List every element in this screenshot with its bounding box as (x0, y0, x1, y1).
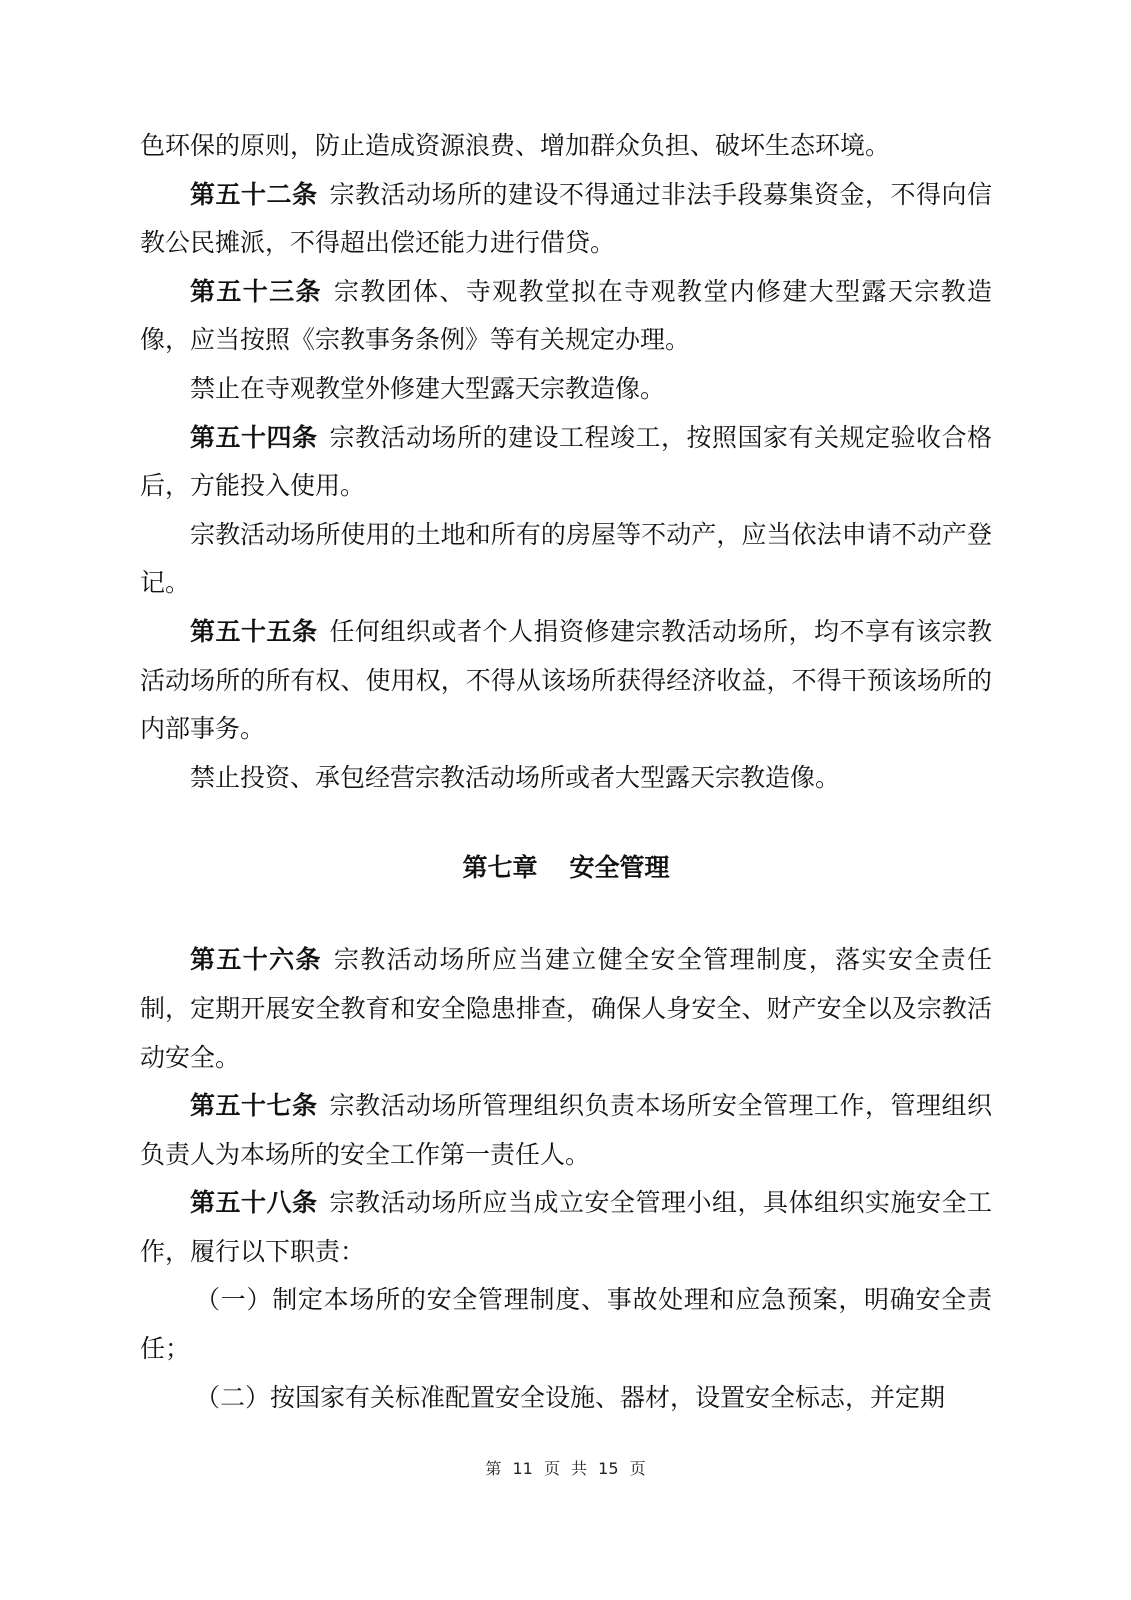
total-pages: 15 (598, 1459, 619, 1478)
article-number: 第五十三条 (190, 276, 322, 306)
paragraph (140, 511, 992, 608)
paragraph-text: 禁止在寺观教堂外修建大型露天宗教造像。 (190, 373, 666, 403)
paragraph-text: 宗教活动场所使用的土地和所有的房屋等不动产，应当依法申请不动产登记。 (140, 519, 992, 598)
article-58 (140, 1179, 992, 1276)
paragraph-text: 宗教活动场所应当成立安全管理小组，具体组织实施安全工作，履行以下职责： (140, 1188, 992, 1266)
list-item (140, 1276, 992, 1373)
paragraph-text: 禁止投资、承包经营宗教活动场所或者大型露天宗教造像。 (190, 762, 841, 792)
page-number: 11 (512, 1459, 533, 1478)
article-57 (140, 1082, 992, 1179)
article-number: 第五十四条 (190, 422, 318, 452)
paragraph-continuation (140, 122, 992, 171)
paragraph-text: 任何组织或者个人捐资修建宗教活动场所，均不享有该宗教活动场所的所有权、使用权，不得从该场所获得经济收益，不得干预该场所的内部事务。 (140, 616, 992, 744)
chapter-heading (140, 844, 992, 892)
chapter-number: 第七章 (462, 853, 538, 883)
article-56 (140, 936, 992, 1082)
list-item (140, 1374, 992, 1423)
paragraph-text: 宗教活动场所的建设不得通过非法手段募集资金，不得向信教公民摊派，不得超出偿还能力进行借贷。 (140, 179, 992, 258)
article-number: 第五十五条 (190, 616, 318, 646)
list-item-text: （二）按国家有关标准配置安全设施、器材，设置安全标志，并定期 (195, 1382, 946, 1412)
paragraph-text: 宗教活动场所的建设工程竣工，按照国家有关规定验收合格后，方能投入使用。 (140, 422, 992, 501)
paragraph (140, 754, 992, 803)
article-53 (140, 268, 992, 365)
page-footer (0, 1456, 1131, 1479)
paragraph-text: 色环保的原则，防止造成资源浪费、增加群众负担、破坏生态环境。 (140, 131, 891, 160)
footer-mid: 页 共 (543, 1459, 588, 1478)
list-item-text: （一）制定本场所的安全管理制度、事故处理和应急预案，明确安全责任； (140, 1285, 992, 1364)
paragraph (140, 365, 992, 414)
paragraph-text: 宗教活动场所管理组织负责本场所安全管理工作，管理组织负责人为本场所的安全工作第一责任人。 (140, 1091, 992, 1169)
paragraph-text: 宗教团体、寺观教堂拟在寺观教堂内修建大型露天宗教造像，应当按照《宗教事务条例》等有关规定办理。 (140, 276, 992, 355)
article-54 (140, 414, 992, 511)
article-number: 第五十二条 (190, 179, 318, 209)
article-number: 第五十七条 (190, 1091, 318, 1121)
footer-suffix: 页 (629, 1459, 646, 1478)
document-body (140, 122, 992, 1422)
footer-prefix: 第 (485, 1459, 502, 1478)
article-number: 第五十六条 (190, 945, 322, 975)
article-number: 第五十八条 (190, 1188, 318, 1218)
chapter-title: 安全管理 (569, 853, 670, 883)
article-52 (140, 171, 992, 268)
paragraph-text: 宗教活动场所应当建立健全安全管理制度，落实安全责任制，定期开展安全教育和安全隐患排查，确保人身安全、财产安全以及宗教活动安全。 (140, 945, 992, 1072)
article-55 (140, 608, 992, 754)
